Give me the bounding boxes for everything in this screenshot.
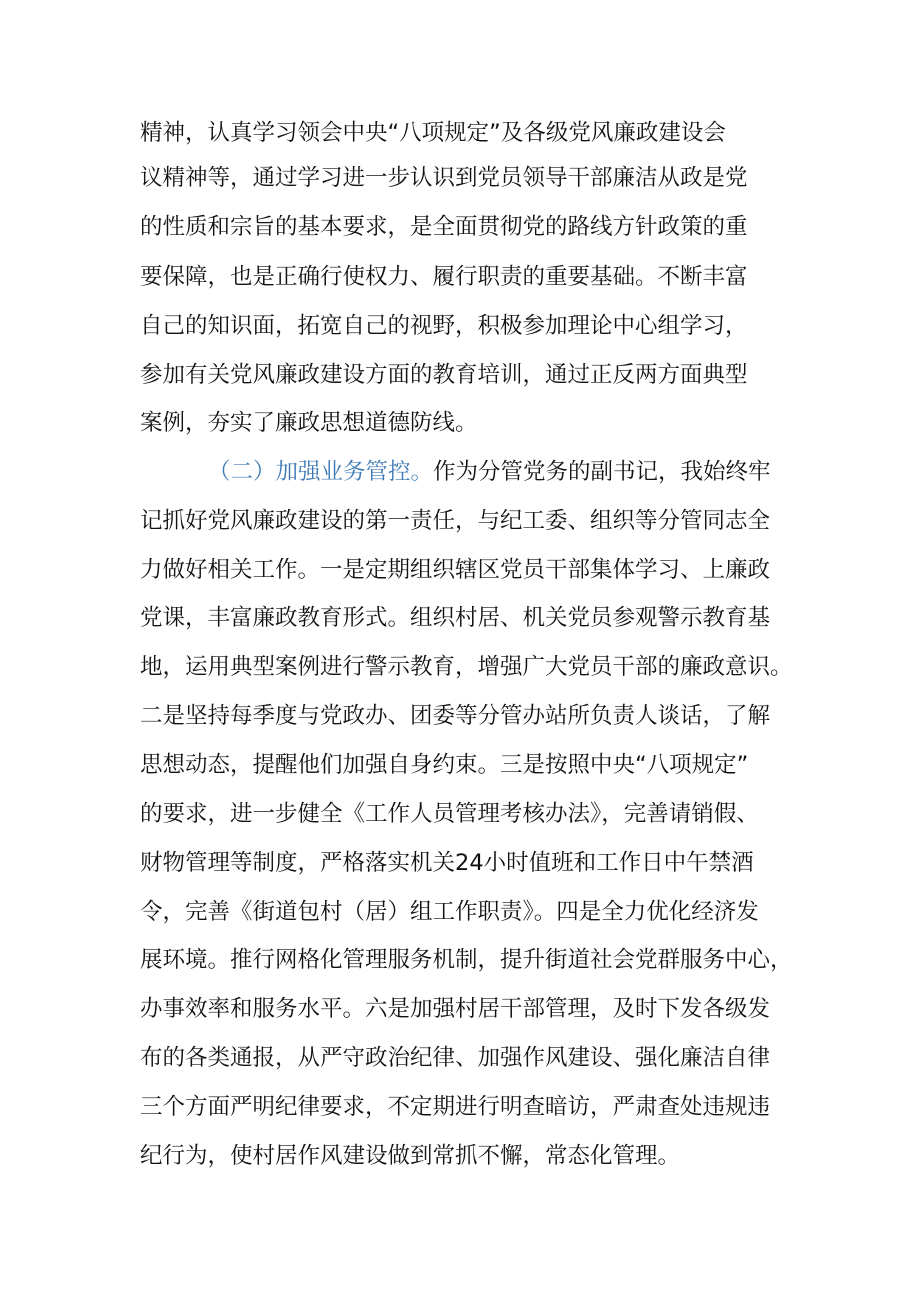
paragraph2-line-7: 的要求，进一步健全《工作人员管理考核办法》，完善请销假、 bbox=[140, 801, 759, 827]
paragraph2-line-4: 地，运用典型案例进行警示教育，增强广大党员干部的廉政意识。 bbox=[140, 654, 793, 680]
paragraph2-line-10: 展环境。推行网格化管理服务机制，提升街道社会党群服务中心， bbox=[140, 947, 793, 973]
paragraph2-line-8: 财物管理等制度，严格落实机关24小时值班和工作日中午禁酒 bbox=[140, 850, 754, 876]
paragraph2-line-3: 党课，丰富廉政教育形式。组织村居、机关党员参观警示教育基 bbox=[140, 605, 771, 631]
paragraph1-line-5: 自己的知识面，拓宽自己的视野，积极参加理论中心组学习， bbox=[140, 313, 748, 339]
section2-first-line bbox=[208, 457, 771, 487]
paragraph2-line-1: 记抓好党风廉政建设的第一责任，与纪工委、组织等分管同志全 bbox=[140, 508, 771, 534]
paragraph2-line-11: 办事效率和服务水平。六是加强村居干部管理，及时下发各级发 bbox=[140, 996, 771, 1022]
paragraph2-line-2: 力做好相关工作。一是定期组织辖区党员干部集体学习、上廉政 bbox=[140, 557, 771, 583]
paragraph2-line-5: 二是坚持每季度与党政办、团委等分管办站所负责人谈话，了解 bbox=[140, 703, 771, 729]
paragraph2-line-13: 三个方面严明纪律要求，不定期进行明查暗访，严肃查处违规违 bbox=[140, 1094, 771, 1120]
paragraph2-line-14: 纪行为，使村居作风建设做到常抓不懈，常态化管理。 bbox=[140, 1143, 681, 1169]
paragraph2-line-12: 布的各类通报，从严守政治纪律、加强作风建设、强化廉洁自律 bbox=[140, 1045, 771, 1071]
paragraph1-line-6: 参加有关党风廉政建设方面的教育培训，通过正反两方面典型 bbox=[140, 362, 748, 388]
paragraph1-line-7: 案例，夯实了廉政思想道德防线。 bbox=[140, 410, 478, 436]
paragraph1-line-3: 的性质和宗旨的基本要求，是全面贯彻党的路线方针政策的重 bbox=[140, 214, 748, 240]
paragraph1-line-4: 要保障，也是正确行使权力、履行职责的重要基础。不断丰富 bbox=[140, 264, 748, 290]
paragraph1-line-1: 精神，认真学习领会中央“八项规定”及各级党风廉政建设会 bbox=[140, 120, 726, 146]
section2-heading: （二）加强业务管控。 bbox=[208, 459, 434, 485]
paragraph2-line-6: 思想动态，提醒他们加强自身约束。三是按照中央“八项规定” bbox=[140, 752, 749, 778]
paragraph2-line-9: 令，完善《街道包村（居）组工作职责》。四是全力优化经济发 bbox=[140, 899, 759, 925]
paragraph1-line-2: 议精神等，通过学习进一步认识到党员领导干部廉洁从政是党 bbox=[140, 165, 748, 191]
section2-first-line-rest: 作为分管党务的副书记，我始终牢 bbox=[433, 459, 771, 485]
